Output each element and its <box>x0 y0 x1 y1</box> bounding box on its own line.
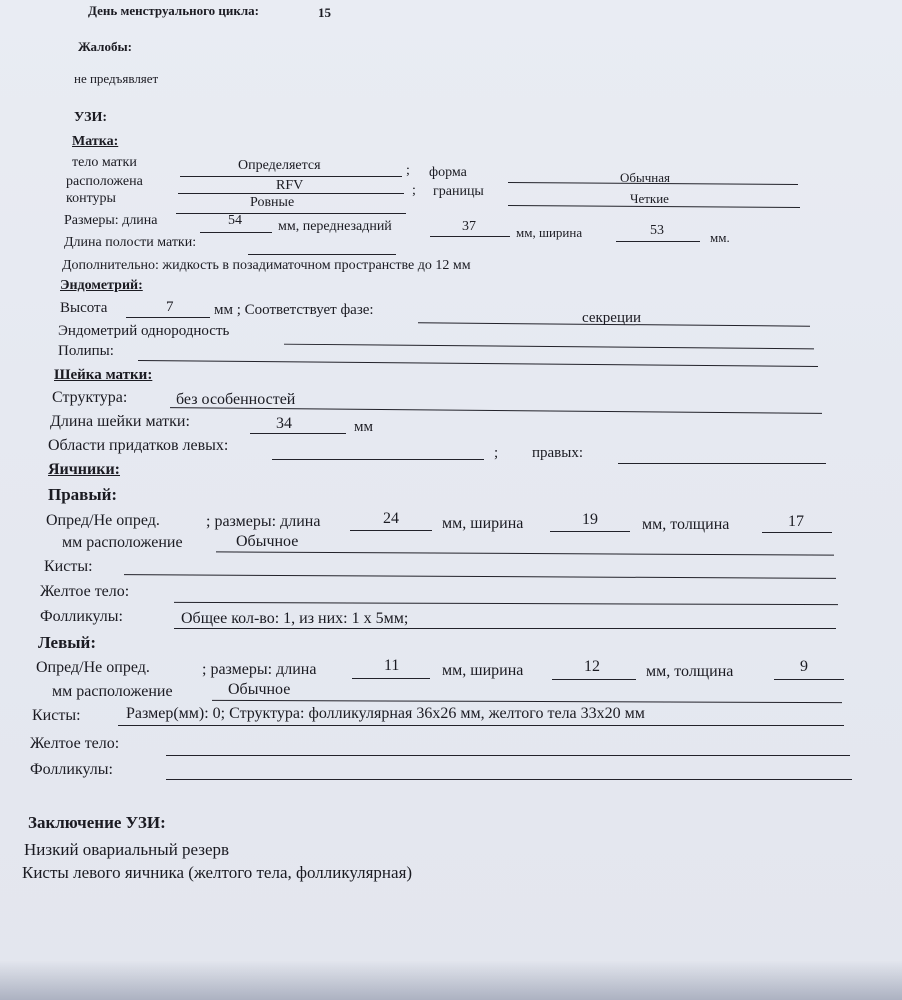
endometrium-homogeneity-line <box>284 344 814 350</box>
right-follicles-value: Общее кол-во: 1, из них: 1 х 5мм; <box>181 610 409 627</box>
left-sizes-label: ; размеры: длина <box>202 661 317 678</box>
conclusion-line-1: Низкий овариальный резерв <box>24 840 230 859</box>
left-corpus-line <box>166 755 850 756</box>
uterus-width-value: 53 <box>650 223 664 238</box>
endometrium-homogeneity-label: Эндометрий однородность <box>58 323 230 339</box>
cervix-mm-label: мм <box>354 419 373 435</box>
uterus-ap-line <box>430 236 510 237</box>
sep-2: ; <box>412 183 416 198</box>
right-follicles-label: Фолликулы: <box>40 608 123 625</box>
right-thickness-label: мм, толщина <box>642 516 730 533</box>
cycle-day-label: День менструального цикла: <box>88 3 259 18</box>
uterus-sizes-label: Размеры: длина <box>64 213 158 228</box>
left-length-value: 11 <box>384 657 400 674</box>
left-position-label: мм расположение <box>52 683 173 700</box>
cervix-title: Шейка матки: <box>54 367 153 383</box>
adnexa-right-line <box>618 463 826 464</box>
page-bottom-shadow <box>0 960 902 1000</box>
right-detect-label: Опред/Не опред. <box>46 512 160 529</box>
uterus-contours-label: контуры <box>66 191 116 206</box>
uterus-borders-value: Четкие <box>630 191 669 206</box>
uterus-length-value: 54 <box>228 213 242 228</box>
right-position-label: мм расположение <box>62 534 183 551</box>
left-width-value: 12 <box>584 658 600 675</box>
right-thickness-value: 17 <box>788 513 804 530</box>
left-follicles-label: Фолликулы: <box>30 761 113 778</box>
uterus-ap-value: 37 <box>462 219 476 234</box>
uterus-form-label: форма <box>429 165 467 180</box>
endometrium-polyps-line <box>138 360 818 367</box>
cervix-structure-label: Структура: <box>52 389 128 406</box>
right-width-label: мм, ширина <box>442 515 524 532</box>
endometrium-polyps-label: Полипы: <box>58 343 114 359</box>
cervix-length-value: 34 <box>276 415 292 432</box>
adnexa-left-line <box>272 459 484 460</box>
uterus-width-label: мм, ширина <box>516 225 583 240</box>
left-thickness-value: 9 <box>800 658 808 675</box>
uterus-borders-line <box>508 205 800 208</box>
uterus-additional: Дополнительно: жидкость в позадиматочном пространстве до 12 мм <box>62 258 471 273</box>
right-length-value: 24 <box>383 510 399 527</box>
left-width-line <box>552 679 636 680</box>
left-position-value: Обычное <box>228 681 291 698</box>
uterus-mm-label: мм. <box>710 230 730 245</box>
conclusion-title: Заключение УЗИ: <box>28 813 166 832</box>
cervix-structure-line <box>170 407 822 414</box>
left-cysts-label: Кисты: <box>32 707 81 724</box>
sep-1: ; <box>406 163 410 178</box>
endometrium-height-label: Высота <box>60 300 108 316</box>
right-cysts-label: Кисты: <box>44 558 93 575</box>
endometrium-phase-label: мм ; Соответствует фазе: <box>214 302 374 318</box>
adnexa-sep: ; <box>494 445 499 461</box>
complaints-value: не предъявляет <box>74 71 159 86</box>
right-cysts-line <box>124 574 836 579</box>
left-detect-label: Опред/Не опред. <box>36 659 150 676</box>
endometrium-height-value: 7 <box>166 299 174 315</box>
left-length-line <box>352 678 430 679</box>
adnexa-right-label: правых: <box>532 445 584 461</box>
endometrium-title: Эндометрий: <box>60 278 143 293</box>
uterus-borders-label: границы <box>433 184 484 199</box>
right-sizes-label: ; размеры: длина <box>206 513 321 530</box>
cervix-length-label: Длина шейки матки: <box>50 413 190 430</box>
right-width-value: 19 <box>582 511 598 528</box>
left-cysts-value: Размер(мм): 0; Структура: фолликулярная 36х26 мм, желтого тела 33х20 мм <box>126 705 645 722</box>
adnexa-left-label: Области придатков левых: <box>48 437 229 454</box>
uterus-ap-label: мм, переднезадний <box>278 219 392 234</box>
uterus-form-value: Обычная <box>620 170 670 185</box>
uterus-position-line <box>178 193 404 194</box>
uterus-body-label: тело матки <box>72 155 137 170</box>
endometrium-phase-value: секреции <box>582 310 642 326</box>
uterus-length-line <box>200 232 272 233</box>
right-thickness-line <box>762 532 832 533</box>
uterus-position-value: RFV <box>276 178 304 193</box>
uterus-title: Матка: <box>72 134 119 149</box>
right-corpus-label: Желтое тело: <box>40 583 130 600</box>
left-cysts-line <box>118 725 844 726</box>
cycle-day-value: 15 <box>318 5 331 20</box>
left-ovary-title: Левый: <box>38 633 97 652</box>
left-thickness-label: мм, толщина <box>646 663 734 680</box>
left-position-line <box>212 700 842 703</box>
endometrium-height-line <box>126 317 210 318</box>
right-position-value: Обычное <box>236 533 299 550</box>
right-corpus-line <box>174 602 838 605</box>
uterus-cavity-label: Длина полости матки: <box>64 235 197 250</box>
complaints-label: Жалобы: <box>78 39 132 54</box>
right-length-line <box>350 530 432 531</box>
right-ovary-title: Правый: <box>48 485 118 504</box>
uterus-position-label: расположена <box>66 174 143 189</box>
right-width-line <box>550 531 630 532</box>
uterus-body-value: Определяется <box>238 158 321 173</box>
left-thickness-line <box>774 679 844 680</box>
uterus-width-line <box>616 241 700 242</box>
left-width-label: мм, ширина <box>442 662 524 679</box>
uzi-label: УЗИ: <box>74 110 108 125</box>
left-follicles-line <box>166 779 852 780</box>
left-corpus-label: Желтое тело: <box>30 735 120 752</box>
right-follicles-line <box>174 628 836 629</box>
conclusion-line-2: Кисты левого яичника (желтого тела, фолликулярная) <box>22 863 413 882</box>
right-position-line <box>216 551 834 555</box>
uterus-contours-line <box>176 213 406 214</box>
uterus-cavity-line <box>248 254 396 255</box>
ovaries-title: Яичники: <box>48 461 120 478</box>
uterus-contours-value: Ровные <box>250 195 295 210</box>
cervix-length-line <box>250 433 346 434</box>
uterus-body-line <box>180 176 402 177</box>
cervix-structure-value: без особенностей <box>176 391 296 408</box>
